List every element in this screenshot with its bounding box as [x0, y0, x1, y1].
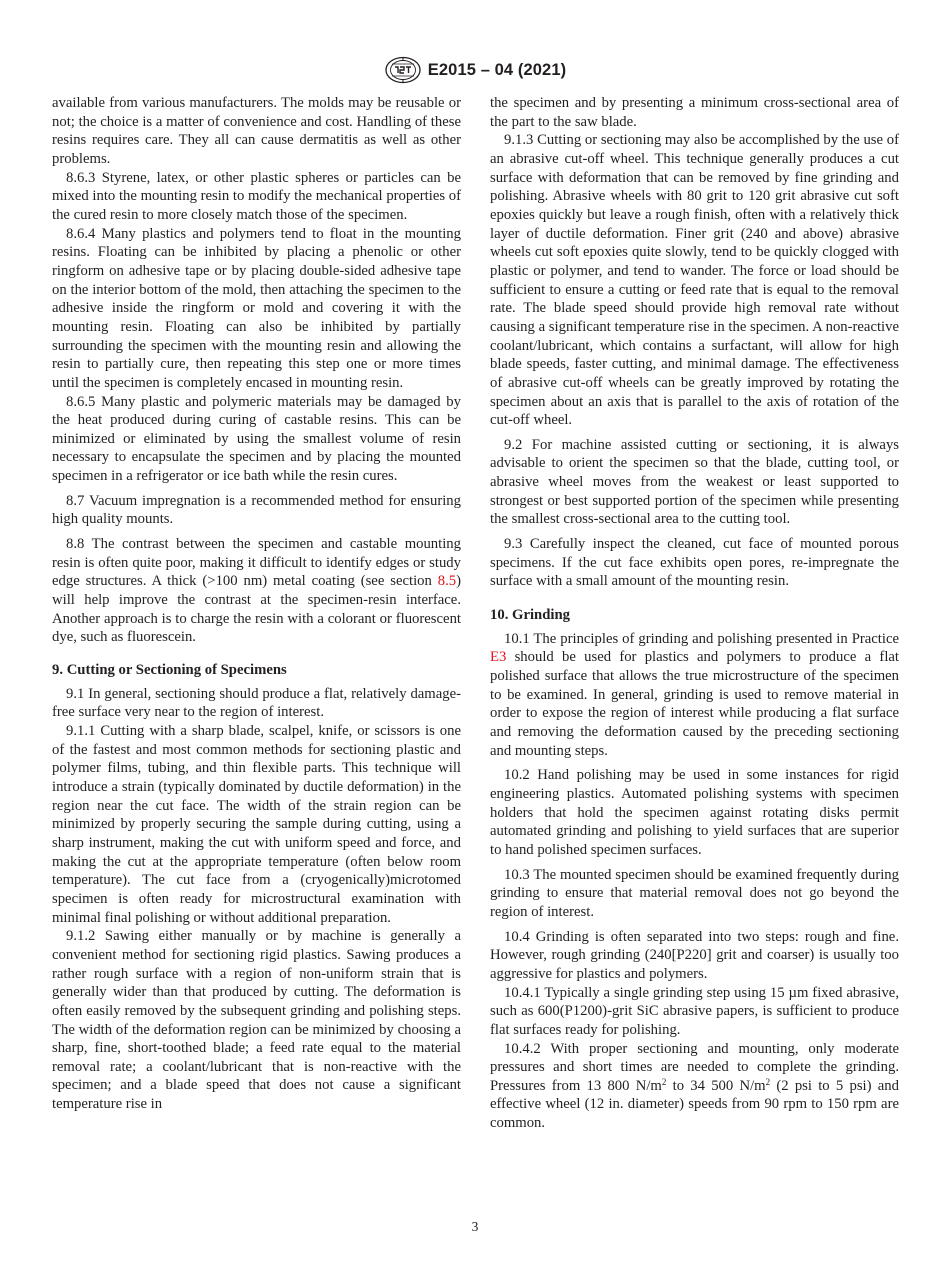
paragraph-8-8: [52, 535, 461, 647]
paragraph-9-3: 9.3 Carefully inspect the cleaned, cut face of mounted porous specimens. If the cut face exhibits open pores, re-impregnate the surface with a small amount of the mounting resin.: [490, 536, 899, 590]
paragraph-8-6-5: 8.6.5 Many plastic and polymeric materials may be damaged by the heat produced during curing of castable resins. This can be minimized or eliminated by using the smallest volume of resin necessary to encapsulate the specimen and by placing the mounted specimen in a refrigerator or ice bath while the resin cures.: [52, 393, 461, 485]
superscript-2-b: 2: [765, 1076, 771, 1087]
section-9-heading: 9. Cutting or Sectioning of Specimens: [52, 662, 287, 679]
paragraph-8-8-text-a: 8.8 The contrast between the specimen and castable mounting resin is often quite poor, making it difficult to identify edges or study edge structures. A thick (>100 nm) metal coating (see section: [52, 536, 461, 590]
paragraph-8-6-3: 8.6.3 Styrene, latex, or other plastic spheres or particles can be mixed into the mounting resin to modify the mechanical properties of the cured resin to more closely match those of the specimen.: [52, 169, 461, 223]
paragraph-9-1: 9.1 In general, sectioning should produce a flat, relatively damage-free surface very near to the region of interest.: [52, 685, 461, 721]
paragraph-9-1-2-continued: the specimen and by presenting a minimum cross-sectional area of the part to the saw blade.: [490, 95, 899, 130]
paragraph-10-4-2: [490, 1040, 899, 1133]
paragraph-8-8-text-b: ) will help improve the contrast at the specimen-resin interface. Another approach is to charge the resin with a colorant or fluorescent dye, such as fluorescein.: [52, 573, 461, 646]
paragraph-10-4-2-text-b: to 34 500 N/m: [666, 1077, 766, 1094]
paragraph-9-1-1: 9.1.1 Cutting with a sharp blade, scalpel, knife, or scissors is one of the fastest and most common methods for sectioning plastic and polymer films, tubing, and thin flexible parts. This technique will introduce a strain (typically dominated by ductile deformation) in the region near the cut face. The width of the strain region can be minimized by properly securing the sample during cutting, using a sharp instrument, making the cut with uniform speed and force, and making the cut at the appropriate temperature (often below room temperature). The cut face from a (cryogenically)microtomed specimen is often ready for microstructural examination with minimal final polishing or without additional preparation.: [52, 723, 461, 926]
left-column: [52, 94, 461, 1114]
section-10-heading: 10. Grinding: [490, 607, 570, 624]
superscript-2-a: 2: [661, 1076, 667, 1087]
right-column: [490, 94, 899, 1133]
paragraph-10-3: 10.3 The mounted specimen should be examined frequently during grinding to ensure that material removal does not go beyond the region of interest.: [490, 866, 899, 920]
page-number: 3: [471, 1219, 479, 1234]
astm-logo-icon: [384, 56, 422, 84]
paragraph-10-4-2-text-c: (2 psi to 5 psi) and effective wheel (12 in. diameter) speeds from 90 rpm to 150 rpm are common.: [490, 1077, 899, 1132]
paragraph-9-1-2: 9.1.2 Sawing either manually or by machine is generally a convenient method for sectioning rigid plastics. Sawing produces a rather rough surface with a region of non-uniform strain that is generally wider than that produced by cutting. The deformation is often easily removed by the subsequent grinding and polishing steps. The width of the deformation region can be minimized by choosing a sharp, fine, short-toothed blade; a feed rate equal to the material removal rate; a coolant/lubricant that is non-reactive with the specimen; and a blade speed that does not cause a significant temperature rise in: [52, 928, 461, 1113]
standard-designation: E2015 – 04 (2021): [427, 60, 567, 79]
practice-e3-link[interactable]: E3: [490, 649, 507, 666]
section-8-5-link[interactable]: 8.5: [437, 573, 457, 590]
paragraph-10-1: [490, 630, 899, 761]
paragraph-10-1-text-a: 10.1 The principles of grinding and polishing presented in Practice: [504, 630, 899, 647]
paragraph-10-2: 10.2 Hand polishing may be used in some instances for rigid engineering plastics. Automated polishing systems with specimen holders that hold the specimen against rotating disks permit automated grinding and polishing to yield surfaces that are superior to hand polished specimen surfaces.: [490, 767, 899, 858]
paragraph-9-2: 9.2 For machine assisted cutting or sectioning, it is always advisable to orient the specimen so that the blade, cutting tool, or abrasive wheel moves from the weakest or least supported to strongest or best supported portion of the specimen while presenting the smallest cross-sectional area to the cutting tool.: [490, 436, 899, 528]
paragraph-8-6-4: 8.6.4 Many plastics and polymers tend to float in the mounting resins. Floating can be inhibited by placing a phenolic or other ringform on adhesive tape or by placing double-sided adhesive tape on the interior bottom of the mold, then attaching the specimen to the adhesive inside the ringform or mold and covering it with the mounting resin. Floating can also be inhibited by partially surrounding the specimen with the mounting resin and allowing the resin to partially cure, then repeating this step one or more times until the specimen is completely encased in mounting resin.: [52, 225, 461, 391]
paragraph-9-1-3: 9.1.3 Cutting or sectioning may also be accomplished by the use of an abrasive cut-off wheel. This technique generally produces a cut surface with deformation that can be removed by fine grinding and polishing. Abrasive wheels with 80 grit to 120 grit abrasive cut soft epoxies quickly but leave a rough finish, often with a relatively thick layer of ductile deformation. Finer grit (240 and above) abrasive wheels cut soft epoxies quite slowly, tend to be quickly clogged with plastic or polymer, and tend to wander. The force or load should be sufficient to ensure a cutting or feed rate that is equal to the removal rate. The blade speed should provide high removal rate without causing a significant temperature rise in the specimen. A non-reactive coolant/lubricant, which contains a surfactant, will allow for high blade speeds, faster cutting, and minimal damage. The effectiveness of abrasive cut-off wheels can be greatly improved by rotating the specimen about an axis that is parallel to the axis of rotation of the cut-off wheel.: [490, 132, 899, 429]
paragraph-10-1-text-b: should be used for plastics and polymers to produce a flat polished surface that allows the true microstructure of the specimen to be examined. In general, grinding is used to remove material in order to expose the region of interest while producing a flat surface and removing the deformation caused by the preceding sectioning and mounting steps.: [490, 649, 899, 759]
paragraph-10-4: 10.4 Grinding is often separated into two steps: rough and fine. However, rough grinding (240[P220] grit and coarser) is usually too aggressive for plastics and polymers.: [490, 928, 899, 982]
paragraph-8-6-2-continued: available from various manufacturers. The molds may be reusable or not; the choice is a matter of convenience and cost. Handling of these resins requires care. They all can cause dermatitis as well as other problems.: [52, 95, 461, 167]
paragraph-10-4-2-text-a: 10.4.2 With proper sectioning and mounting, only moderate pressures and short times are needed to complete the grinding. Pressures from 13 800 N/m: [490, 1040, 899, 1094]
page-header: [0, 56, 950, 84]
paragraph-10-4-1: 10.4.1 Typically a single grinding step using 15 µm fixed abrasive, such as 600(P1200)-grit SiC abrasive papers, is sufficient to produce flat surfaces ready for polishing.: [490, 984, 899, 1038]
paragraph-8-7: 8.7 Vacuum impregnation is a recommended method for ensuring high quality mounts.: [52, 492, 461, 528]
